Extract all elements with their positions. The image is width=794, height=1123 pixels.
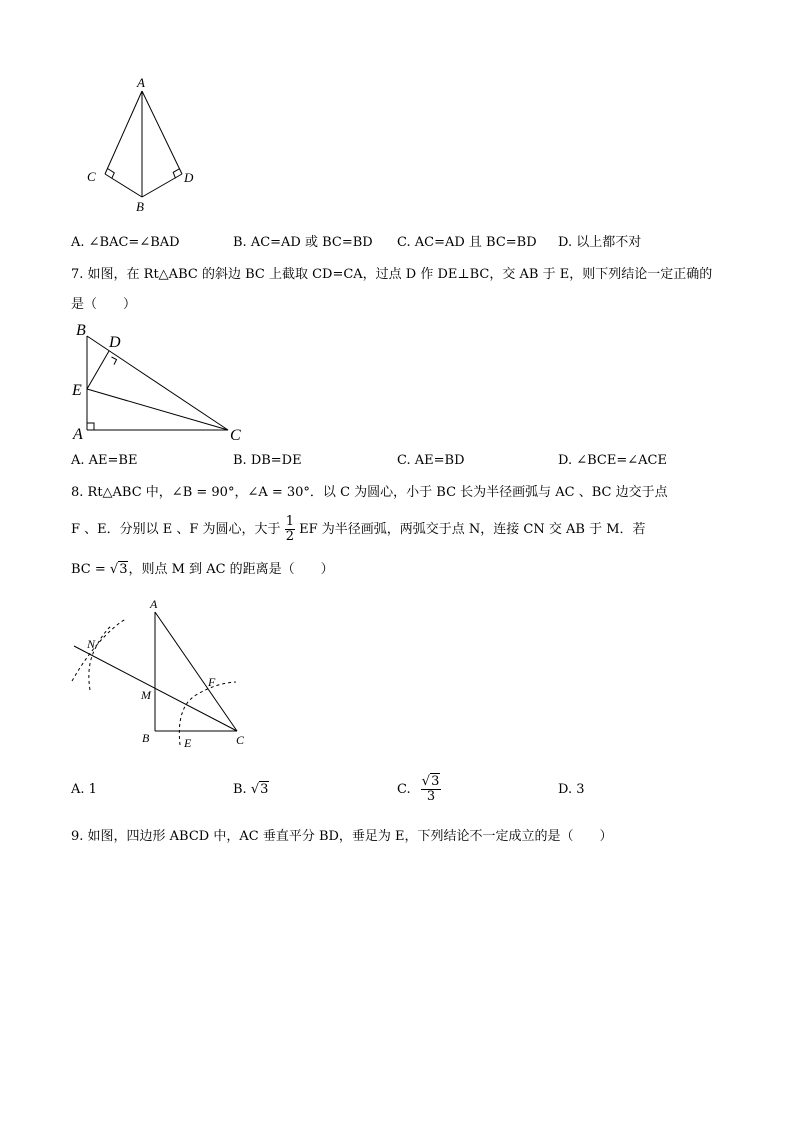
sqrt-radicand: 3 [119,562,128,577]
fraction-denominator: 2 [285,529,294,544]
q8-text-line1: 8. Rt△ABC 中，∠B = 90°，∠A = 30°．以 C 为圆心，小于 BC 长为半径画弧与 AC 、BC 边交于点 [71,485,668,500]
q9-text-line1: 9. 如图，四边形 ABCD 中，AC 垂直平分 BD，垂足为 E，下列结论不一定成立的是（ ） [71,829,613,844]
figure-q7-triangle [68,320,258,445]
q6-option-a: A. ∠BAC=∠BAD [71,235,180,250]
q7-text-line2: 是（ ） [71,297,137,312]
label-a: A [150,597,158,611]
sqrt-icon: √3 [421,774,440,789]
label-f: F [208,675,216,689]
sqrt-icon: √3 [250,782,269,797]
fraction-sqrt3-over-3 [421,775,442,804]
label-n: N [87,637,96,651]
q8-text-line3 [71,561,334,579]
q8-option-c-prefix: C. [397,782,411,797]
q8-text-line3-pre: BC = [71,562,110,577]
q8-text-line3-post: ，则点 M 到 AC 的距离是（ ） [128,562,334,577]
q8-text-line2-pre: F 、E．分别以 E 、F 为圆心，大于 [71,522,281,537]
q7-option-b: B. DB=DE [233,453,302,468]
label-c: C [87,169,96,184]
q8-option-a: A. 1 [71,782,97,797]
q7-text-line1: 7. 如图，在 Rt△ABC 的斜边 BC 上截取 CD=CA，过点 D 作 DE⊥BC，交 AB 于 E，则下列结论一定正确的 [71,267,713,282]
q7-option-c: C. AE=BD [397,453,465,468]
label-b: B [136,199,144,214]
fraction-denominator: 3 [426,789,436,804]
label-b: B [76,322,86,339]
label-b: B [142,731,150,745]
q8-option-c [397,771,441,809]
label-c: C [230,427,241,444]
q8-option-b [233,781,269,799]
q8-option-d: D. 3 [558,782,585,797]
label-e: E [184,736,192,750]
label-m: M [141,688,151,702]
sqrt-radicand: 3 [431,774,440,789]
label-a: A [73,426,83,443]
sqrt-radicand: 3 [260,782,269,797]
label-e: E [72,382,82,399]
q8-text-line2 [71,515,646,545]
q7-option-a: A. AE=BE [71,453,138,468]
q6-option-d: D. 以上都不对 [558,235,642,250]
fraction-numerator: 1 [285,514,294,529]
q8-option-b-prefix: B. [233,782,247,797]
q6-option-b: B. AC=AD 或 BC=BD [233,235,373,250]
q8-text-line2-post: EF 为半径画弧，两弧交于点 N，连接 CN 交 AB 于 M．若 [299,522,646,537]
label-c: C [236,733,245,747]
fraction-one-half [285,515,295,544]
sqrt-icon: √3 [109,562,128,577]
label-d: D [109,334,121,351]
label-a: A [137,75,145,90]
q7-option-d: D. ∠BCE=∠ACE [558,453,667,468]
figure-q6-kite [80,75,210,220]
label-d: D [184,170,194,185]
q6-option-c: C. AC=AD 且 BC=BD [397,235,537,250]
figure-q8-construction [68,595,258,755]
fraction-numerator [421,775,442,790]
